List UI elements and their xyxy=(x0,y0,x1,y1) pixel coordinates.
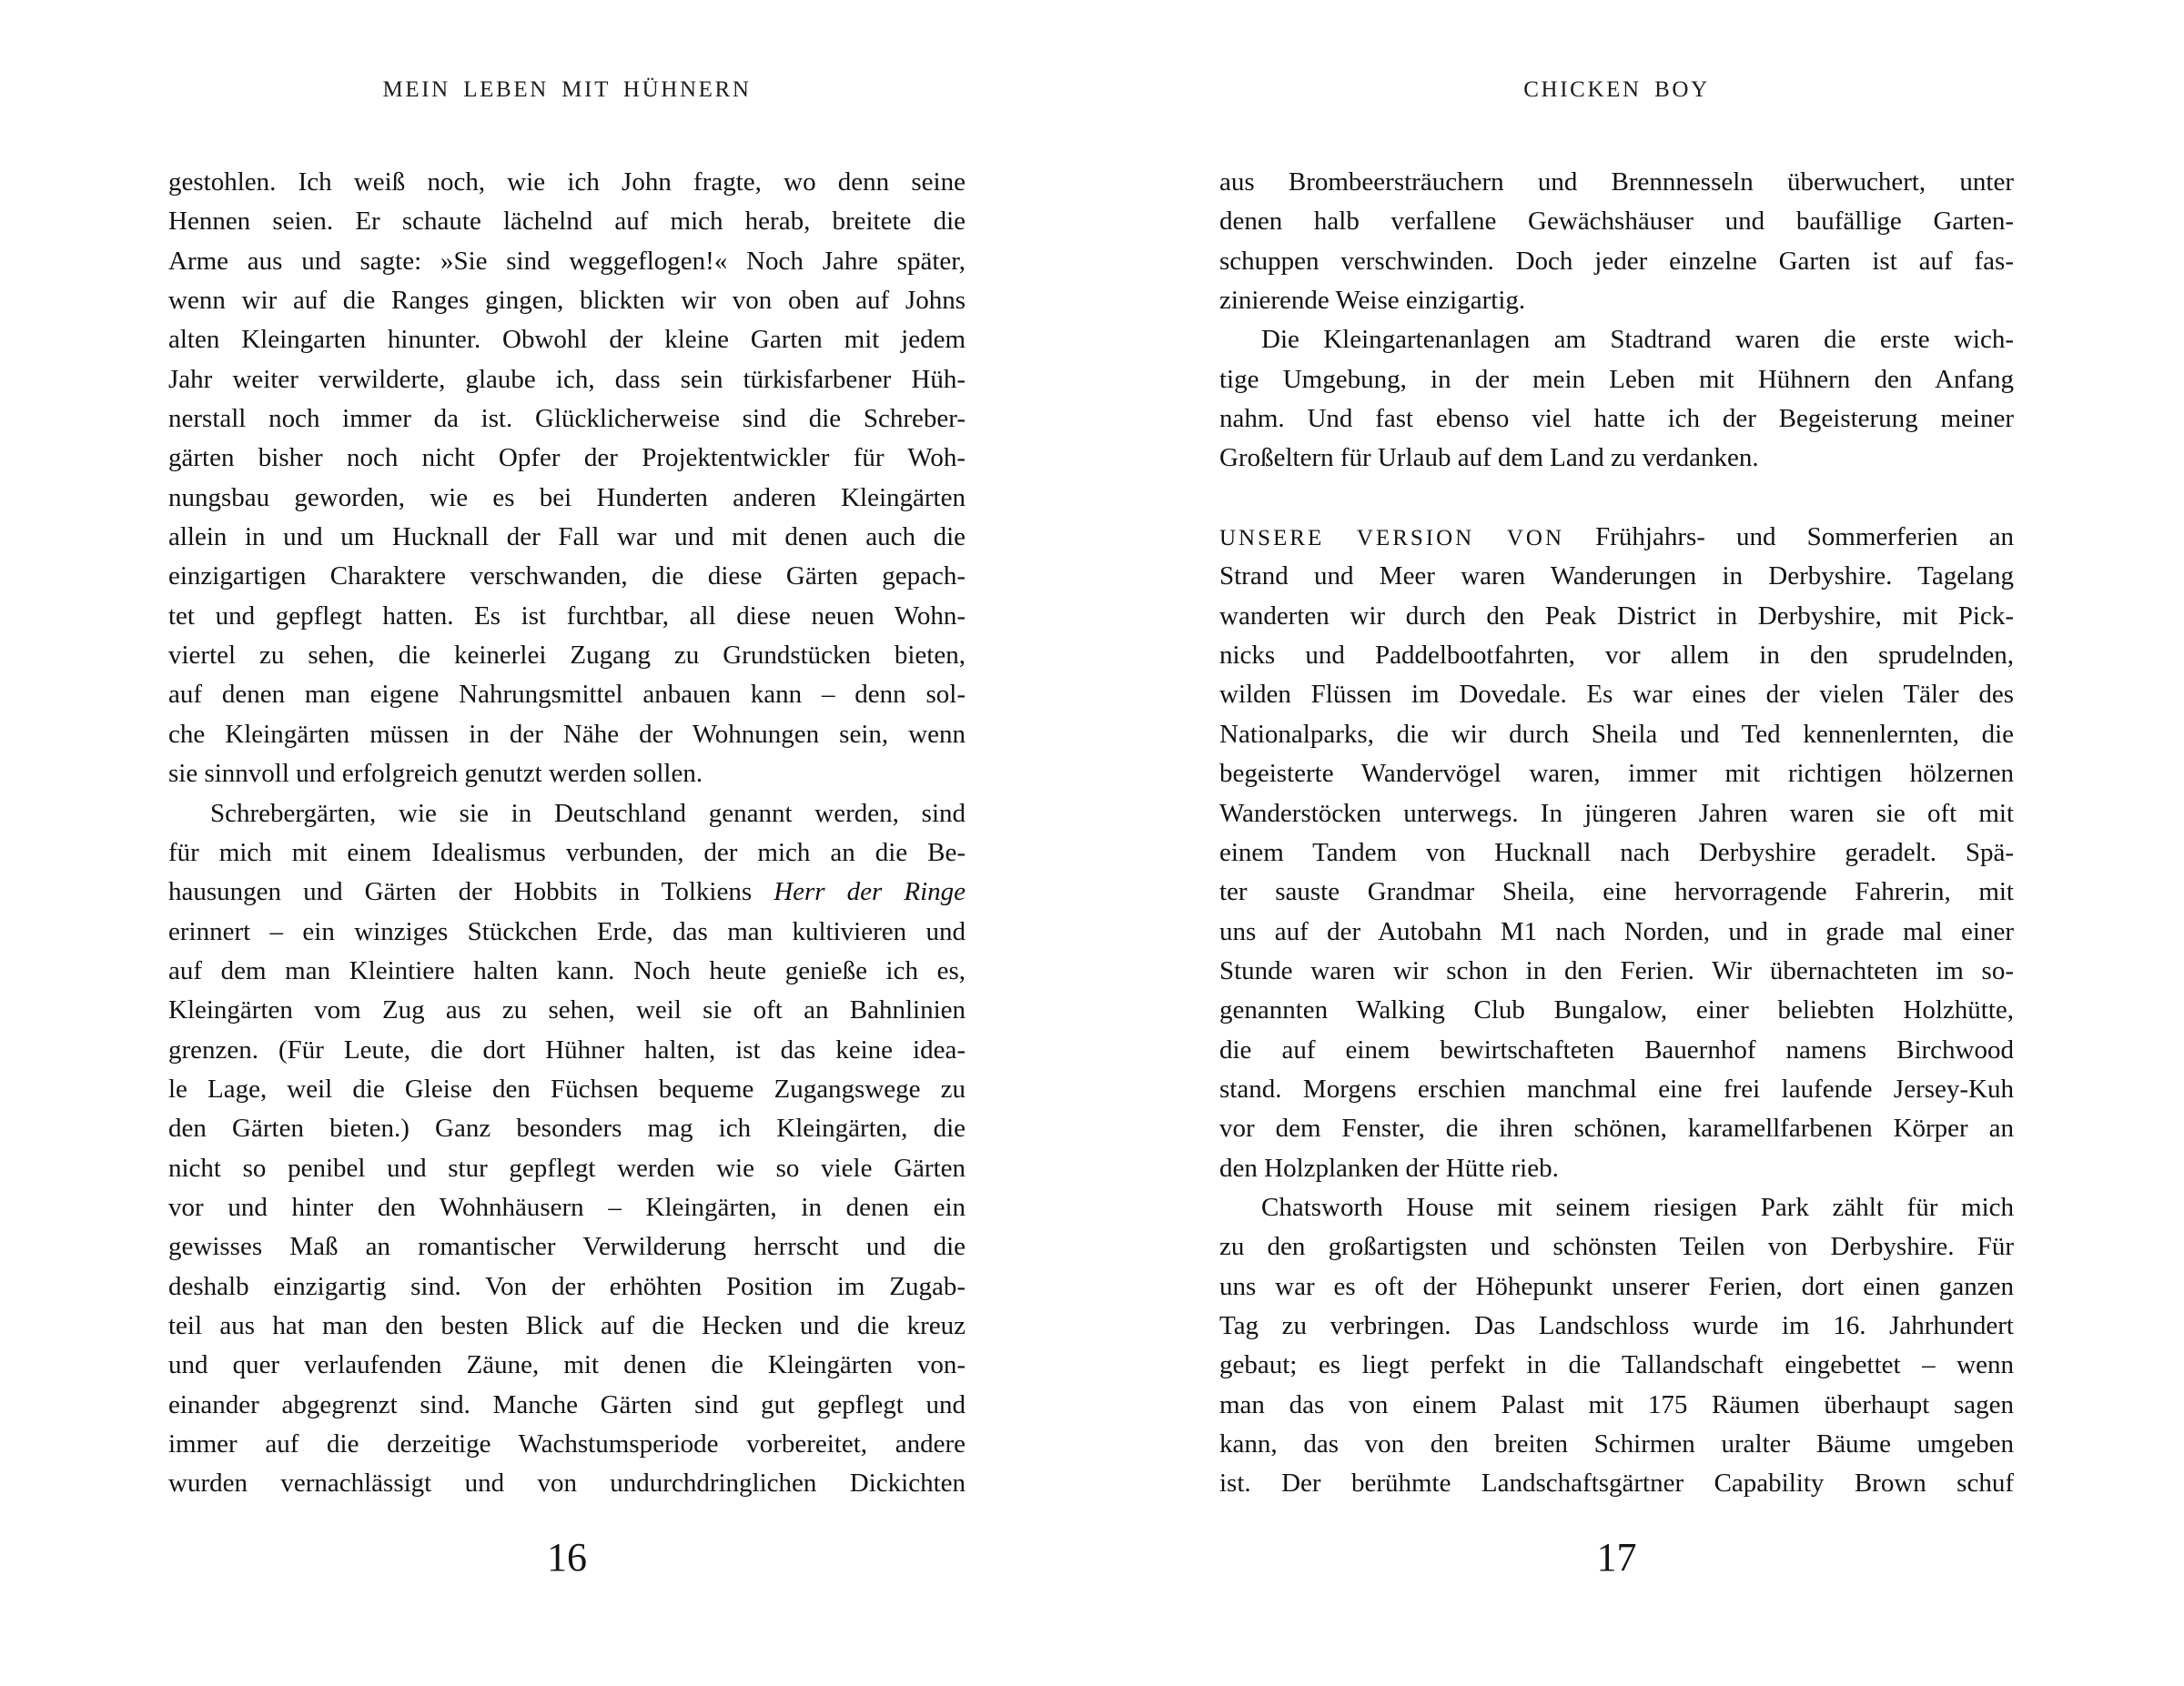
text-run: kann, das von den breiten Schirmen uralter Bäume umgeben xyxy=(1219,1429,2014,1459)
text-run: nicht so penibel und stur gepflegt werden wie so viele Gärten xyxy=(168,1153,966,1183)
text-run: Schrebergärten, wie sie in Deutschland genannt werden, sind xyxy=(210,798,966,828)
text-run: uns auf der Autobahn M1 nach Norden, und in grade mal einer xyxy=(1219,916,2014,946)
text-line xyxy=(168,1386,966,1425)
text-run: ter sauste Grandmar Sheila, eine hervorragende Fahrerin, mit xyxy=(1219,877,2014,907)
text-run: Hennen seien. Er schaute lächelnd auf mich herab, breitete die xyxy=(168,207,966,237)
text-run: alten Kleingarten hinunter. Obwohl der kleine Garten mit jedem xyxy=(168,325,966,355)
text-line xyxy=(1219,1070,2014,1109)
text-run: gärten bisher noch nicht Opfer der Projektentwickler für Woh- xyxy=(168,443,966,473)
text-run: Herr der Ringe xyxy=(774,877,966,907)
text-line xyxy=(1219,636,2014,675)
text-line xyxy=(168,360,966,399)
text-line xyxy=(168,1188,966,1227)
text-run: einzigartigen Charaktere verschwanden, die diese Gärten gepach- xyxy=(168,561,966,591)
text-line xyxy=(1219,675,2014,714)
text-run: ist. Der berühmte Landschaftsgärtner Capability Brown schuf xyxy=(1219,1469,2014,1499)
text-line xyxy=(1219,952,2014,991)
text-run: aus Brombeersträuchern und Brennnesseln überwuchert, unter xyxy=(1219,167,2014,197)
text-line xyxy=(1219,1307,2014,1346)
text-line xyxy=(1219,794,2014,833)
text-run: wanderten wir durch den Peak District in Derbyshire, mit Pick- xyxy=(1219,601,2014,631)
text-line xyxy=(1219,1109,2014,1148)
left-page-number: 16 xyxy=(547,1535,587,1580)
text-line xyxy=(1219,202,2014,241)
text-run: Frühjahrs- und Sommerferien an xyxy=(1564,522,2014,552)
text-line xyxy=(1219,1464,2014,1503)
text-run: den Gärten bieten.) Ganz besonders mag ich Kleingärten, die xyxy=(168,1114,966,1144)
text-run: nungsbau geworden, wie es bei Hunderten anderen Kleingärten xyxy=(168,482,966,512)
text-line xyxy=(1219,833,2014,873)
text-run: Chatsworth House mit seinem riesigen Park zählt für mich xyxy=(1261,1192,2014,1222)
text-line xyxy=(168,833,966,873)
text-run: grenzen. (Für Leute, die dort Hühner halten, ist das keine idea- xyxy=(168,1035,966,1065)
text-run: Jahr weiter verwilderte, glaube ich, dass sein türkisfarbener Hüh- xyxy=(168,364,966,394)
text-run: genannten Walking Club Bungalow, einer beliebten Holzhütte, xyxy=(1219,995,2014,1025)
text-line xyxy=(1219,1425,2014,1464)
text-line xyxy=(1219,1267,2014,1307)
text-line xyxy=(168,163,966,202)
text-line xyxy=(168,597,966,636)
text-line xyxy=(168,399,966,439)
text-run: einander abgegrenzt sind. Manche Gärten sind gut gepflegt und xyxy=(168,1389,966,1419)
text-line xyxy=(168,675,966,714)
left-running-header: MEIN LEBEN MIT HÜHNERN xyxy=(382,77,752,102)
text-line xyxy=(1219,399,2014,439)
text-line xyxy=(1219,597,2014,636)
text-run: sie sinnvoll und erfolgreich genutzt werden sollen. xyxy=(168,759,703,789)
text-line xyxy=(168,1267,966,1307)
text-run: deshalb einzigartig sind. Von der erhöhten Position im Zugab- xyxy=(168,1271,966,1301)
text-line xyxy=(168,557,966,596)
text-run: tige Umgebung, in der mein Leben mit Hühnern den Anfang xyxy=(1219,364,2014,394)
text-line xyxy=(168,479,966,518)
text-run: Tag zu verbringen. Das Landschloss wurde im 16. Jahrhundert xyxy=(1219,1310,2014,1340)
text-line xyxy=(1219,754,2014,793)
left-text-block xyxy=(168,163,966,1504)
text-line xyxy=(168,1070,966,1109)
text-line xyxy=(168,794,966,833)
text-line xyxy=(168,1031,966,1070)
text-run: teil aus hat man den besten Blick auf die Hecken und die kreuz xyxy=(168,1310,966,1340)
text-run: wenn wir auf die Ranges gingen, blickten wir von oben auf Johns xyxy=(168,286,966,316)
right-text-block xyxy=(1219,163,2014,1504)
text-run: uns war es oft der Höhepunkt unserer Ferien, dort einen ganzen xyxy=(1219,1271,2014,1301)
text-run: Die Kleingartenanlagen am Stadtrand waren die erste wich- xyxy=(1261,325,2014,355)
text-line xyxy=(168,952,966,991)
text-line xyxy=(168,1109,966,1148)
text-line xyxy=(168,1149,966,1188)
right-page-number: 17 xyxy=(1596,1535,1637,1580)
text-run: zu den großartigsten und schönsten Teilen von Derbyshire. Für xyxy=(1219,1232,2014,1262)
text-line xyxy=(168,1346,966,1385)
text-run: man das von einem Palast mit 175 Räumen überhaupt sagen xyxy=(1219,1389,2014,1419)
text-run: erinnert – ein winziges Stückchen Erde, das man kultivieren und xyxy=(168,916,966,946)
text-line xyxy=(1219,1346,2014,1385)
text-line xyxy=(1219,518,2014,557)
left-page xyxy=(168,0,966,1686)
text-run: Großeltern für Urlaub auf dem Land zu verdanken. xyxy=(1219,443,1759,473)
text-line xyxy=(1219,163,2014,202)
text-run: che Kleingärten müssen in der Nähe der Wohnungen sein, wenn xyxy=(168,719,966,749)
text-line xyxy=(1219,1188,2014,1227)
text-run: allein in und um Hucknall der Fall war und mit denen auch die xyxy=(168,522,966,552)
text-run: nicks und Paddelbootfahrten, vor allem in den sprudelnden, xyxy=(1219,641,2014,671)
text-run: immer auf die derzeitige Wachstumsperiode vorbereitet, andere xyxy=(168,1429,966,1459)
text-run: vor dem Fenster, die ihren schönen, karamellfarbenen Körper an xyxy=(1219,1114,2014,1144)
text-line xyxy=(1219,1386,2014,1425)
text-run: denen halb verfallene Gewächshäuser und baufällige Garten- xyxy=(1219,207,2014,237)
text-run: vor und hinter den Wohnhäusern – Kleingärten, in denen ein xyxy=(168,1192,966,1222)
right-running-header: CHICKEN BOY xyxy=(1523,77,1710,102)
text-line xyxy=(168,242,966,281)
text-line xyxy=(168,873,966,912)
text-run: tet und gepflegt hatten. Es ist furchtbar, all diese neuen Wohn- xyxy=(168,601,966,631)
text-run: für mich mit einem Idealismus verbunden, der mich an die Be- xyxy=(168,837,966,867)
right-page xyxy=(1219,0,2014,1686)
text-run: gestohlen. Ich weiß noch, wie ich John fragte, wo denn seine xyxy=(168,167,966,197)
text-line xyxy=(168,991,966,1030)
text-run: zinierende Weise einzigartig. xyxy=(1219,286,1526,316)
text-run: gebaut; es liegt perfekt in die Tallandschaft eingebettet – wenn xyxy=(1219,1350,2014,1380)
text-run: die auf einem bewirtschafteten Bauernhof namens Birchwood xyxy=(1219,1035,2014,1065)
text-run: Stunde waren wir schon in den Ferien. Wir übernachteten im so- xyxy=(1219,955,2014,985)
text-line xyxy=(1219,360,2014,399)
text-line xyxy=(1219,715,2014,754)
text-run: auf dem man Kleintiere halten kann. Noch heute genieße ich es, xyxy=(168,955,966,985)
text-run: und quer verlaufenden Zäune, mit denen die Kleingärten von- xyxy=(168,1350,966,1380)
text-line xyxy=(1219,320,2014,359)
text-line xyxy=(168,636,966,675)
text-line xyxy=(168,518,966,557)
text-run: UNSERE VERSION VON xyxy=(1219,526,1565,551)
text-line xyxy=(168,1307,966,1346)
text-run: nahm. Und fast ebenso viel hatte ich der Begeisterung meiner xyxy=(1219,404,2014,434)
text-line xyxy=(1219,1149,2014,1188)
text-line xyxy=(1219,991,2014,1030)
text-run: Kleingärten vom Zug aus zu sehen, weil sie oft an Bahnlinien xyxy=(168,995,966,1025)
text-line xyxy=(168,1464,966,1503)
text-run: gewisses Maß an romantischer Verwilderung herrscht und die xyxy=(168,1232,966,1262)
text-line xyxy=(1219,1227,2014,1267)
text-line xyxy=(168,320,966,359)
text-line xyxy=(168,715,966,754)
text-run: auf denen man eigene Nahrungsmittel anbauen kann – denn sol- xyxy=(168,680,966,710)
text-run: wilden Flüssen im Dovedale. Es war eines der vielen Täler des xyxy=(1219,680,2014,710)
text-line xyxy=(168,439,966,478)
text-run: Wanderstöcken unterwegs. In jüngeren Jahren waren sie oft mit xyxy=(1219,798,2014,828)
text-line xyxy=(168,202,966,241)
text-line xyxy=(168,754,966,793)
text-line xyxy=(168,913,966,952)
text-run: Strand und Meer waren Wanderungen in Derbyshire. Tagelang xyxy=(1219,561,2014,591)
text-run: begeisterte Wandervögel waren, immer mit richtigen hölzernen xyxy=(1219,759,2014,789)
text-line xyxy=(1219,242,2014,281)
text-line xyxy=(168,1227,966,1267)
text-run: schuppen verschwinden. Doch jeder einzelne Garten ist auf fas- xyxy=(1219,246,2014,276)
blank-line xyxy=(1219,479,2014,518)
text-line xyxy=(1219,1031,2014,1070)
text-run: viertel zu sehen, die keinerlei Zugang zu Grundstücken bieten, xyxy=(168,641,966,671)
text-line xyxy=(1219,913,2014,952)
text-line xyxy=(168,281,966,320)
text-run: stand. Morgens erschien manchmal eine frei laufende Jersey-Kuh xyxy=(1219,1074,2014,1104)
text-line xyxy=(1219,439,2014,478)
text-line xyxy=(168,1425,966,1464)
text-line xyxy=(1219,873,2014,912)
text-line xyxy=(1219,557,2014,596)
text-run: einem Tandem von Hucknall nach Derbyshire geradelt. Spä- xyxy=(1219,837,2014,867)
text-run: Arme aus und sagte: »Sie sind weggeflogen!« Noch Jahre später, xyxy=(168,246,966,276)
text-run: le Lage, weil die Gleise den Füchsen bequeme Zugangswege zu xyxy=(168,1074,966,1104)
text-run: nerstall noch immer da ist. Glücklicherweise sind die Schreber- xyxy=(168,404,966,434)
text-run: hausungen und Gärten der Hobbits in Tolkiens xyxy=(168,877,774,907)
text-run: Nationalparks, die wir durch Sheila und Ted kennenlernten, die xyxy=(1219,719,2014,749)
text-run: wurden vernachlässigt und von undurchdringlichen Dickichten xyxy=(168,1469,966,1499)
text-run: den Holzplanken der Hütte rieb. xyxy=(1219,1153,1559,1183)
text-line xyxy=(1219,281,2014,320)
